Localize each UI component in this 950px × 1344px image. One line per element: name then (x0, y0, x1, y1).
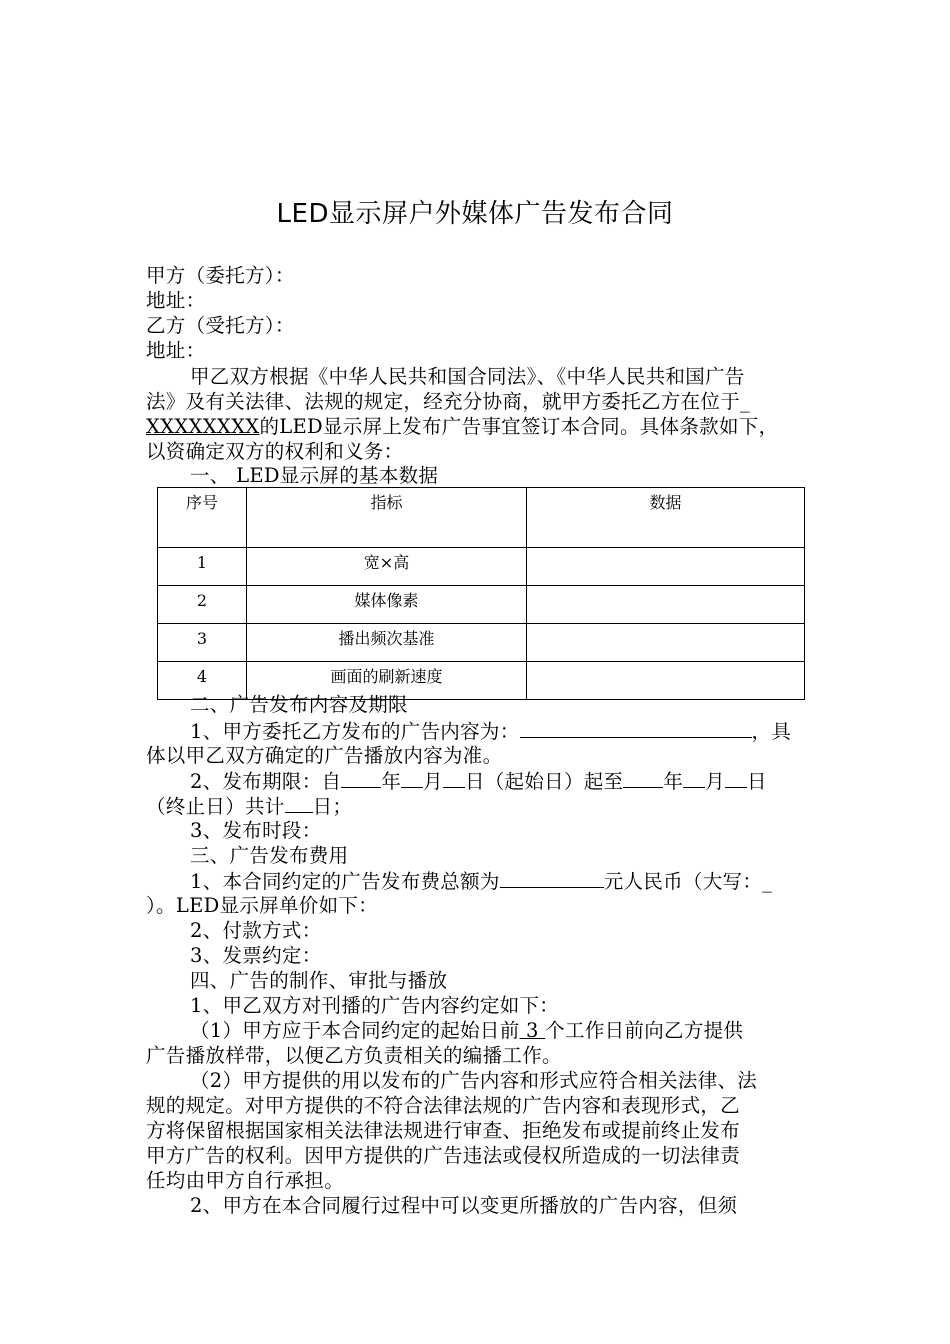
clause-text: （1）甲方应于本合同约定的起始日前 (190, 1019, 520, 1042)
clause-line (190, 1018, 743, 1043)
fill-blank (341, 768, 381, 788)
fill-blank (725, 768, 747, 788)
clause-line (190, 718, 791, 744)
clause-line: 方将保留根据国家相关法律法规进行审查、拒绝发布或提前终止发布 (146, 1119, 741, 1142)
intro-paragraph-line: 甲乙双方根据《中华人民共和国合同法》、《中华人民共和国广告 (190, 365, 745, 388)
led-spec-table (157, 487, 805, 700)
table-row (158, 624, 805, 662)
row-item: 画面的刷新速度 (247, 662, 527, 700)
section-heading-3: 三、广告发布费用 (190, 844, 349, 867)
fill-blank (520, 718, 752, 738)
document-title: LED显示屏户外媒体广告发布合同 (276, 199, 674, 229)
clause-line: （2）甲方提供的用以发布的广告内容和形式应符合相关法律、法 (190, 1069, 758, 1092)
clause-text: 元人民币（大写：_ (603, 870, 773, 893)
clause-line: 规的规定。对甲方提供的不符合法律法规的广告内容和表现形式，乙 (146, 1094, 741, 1117)
days-number: 3 (526, 1019, 539, 1042)
clause-line: 广告播放样带，以便乙方负责相关的编播工作。 (146, 1044, 562, 1067)
row-number: 4 (158, 662, 247, 700)
clause-line: 3、发布时段： (190, 819, 322, 842)
clause-text: 月 (705, 770, 725, 793)
clause-text: ； (332, 795, 353, 818)
intro-paragraph-line: 以资确定双方的权利和义务： (146, 440, 404, 463)
days-value (520, 1019, 546, 1042)
fill-blank (500, 868, 604, 888)
clause-line (146, 793, 352, 819)
row-item: 媒体像素 (247, 586, 527, 624)
clause-text: 日（起始日）起至 (464, 770, 624, 793)
clause-text: 1、甲方委托乙方发布的广告内容为： (190, 720, 520, 743)
row-value (527, 662, 805, 700)
clause-text: 2、发布期限：自 (190, 770, 342, 793)
party-a-label: 甲方（委托方）： (146, 264, 295, 287)
clause-line (190, 768, 767, 794)
clause-line: 体以甲乙双方确定的广告播放内容为准。 (146, 744, 503, 767)
row-item: 播出频次基准 (247, 624, 527, 662)
table-header-cell: 指标 (247, 488, 527, 548)
clause-line (190, 868, 772, 894)
clause-line: ）。LED显示屏单价如下： (146, 894, 378, 917)
fill-blank (683, 768, 705, 788)
party-a-address: 地址： (146, 289, 206, 312)
row-value (527, 548, 805, 586)
row-value (527, 624, 805, 662)
clause-text: 1、本合同约定的广告发布费总额为 (190, 870, 500, 893)
clause-line: 1、甲乙双方对刊播的广告内容约定如下： (190, 994, 560, 1017)
fill-blank (443, 768, 465, 788)
fill-blank (285, 793, 313, 813)
intro-text: 的LED显示屏上发布广告事宜签订本合同。具体条款如下， (259, 415, 779, 438)
clause-text: 日 (312, 795, 333, 818)
table-header-row (158, 488, 805, 548)
clause-line: 2、甲方在本合同履行过程中可以变更所播放的广告内容，但须 (190, 1194, 738, 1217)
party-b-label: 乙方（受托方）： (146, 314, 295, 337)
clause-text: ，具 (751, 720, 792, 743)
row-number: 2 (158, 586, 247, 624)
table-header-cell: 序号 (158, 488, 247, 548)
section-heading-4: 四、广告的制作、审批与播放 (190, 969, 448, 992)
clause-text: （终止日）共计 (146, 795, 285, 818)
clause-text: 日 (746, 770, 767, 793)
clause-text: 个工作日前向乙方提供 (545, 1019, 744, 1042)
table-row (158, 548, 805, 586)
clause-text: 月 (423, 770, 443, 793)
fill-blank (623, 768, 663, 788)
intro-paragraph-line: 法》及有关法律、法规的规定，经充分协商，就甲方委托乙方在位于_ (146, 390, 751, 413)
location-underlined: XXXXXXXX (146, 415, 260, 438)
clause-line: 2、付款方式： (190, 919, 322, 942)
party-b-address: 地址： (146, 339, 206, 362)
table-header-cell: 数据 (527, 488, 805, 548)
fill-blank (401, 768, 423, 788)
clause-text: 年 (663, 770, 684, 793)
row-number: 3 (158, 624, 247, 662)
clause-line: 3、发票约定： (190, 944, 322, 967)
table-row (158, 586, 805, 624)
row-number: 1 (158, 548, 247, 586)
clause-text: 年 (381, 770, 402, 793)
intro-paragraph-line (146, 414, 778, 439)
row-value (527, 586, 805, 624)
clause-line: 甲方广告的权利。因甲方提供的广告违法或侵权所造成的一切法律责 (146, 1144, 741, 1167)
section-heading-2: 二、广告发布内容及期限 (190, 693, 408, 716)
section-heading-1: 一、 LED显示屏的基本数据 (190, 464, 439, 487)
row-item: 宽×高 (247, 548, 527, 586)
clause-line: 任均由甲方自行承担。 (146, 1169, 345, 1192)
